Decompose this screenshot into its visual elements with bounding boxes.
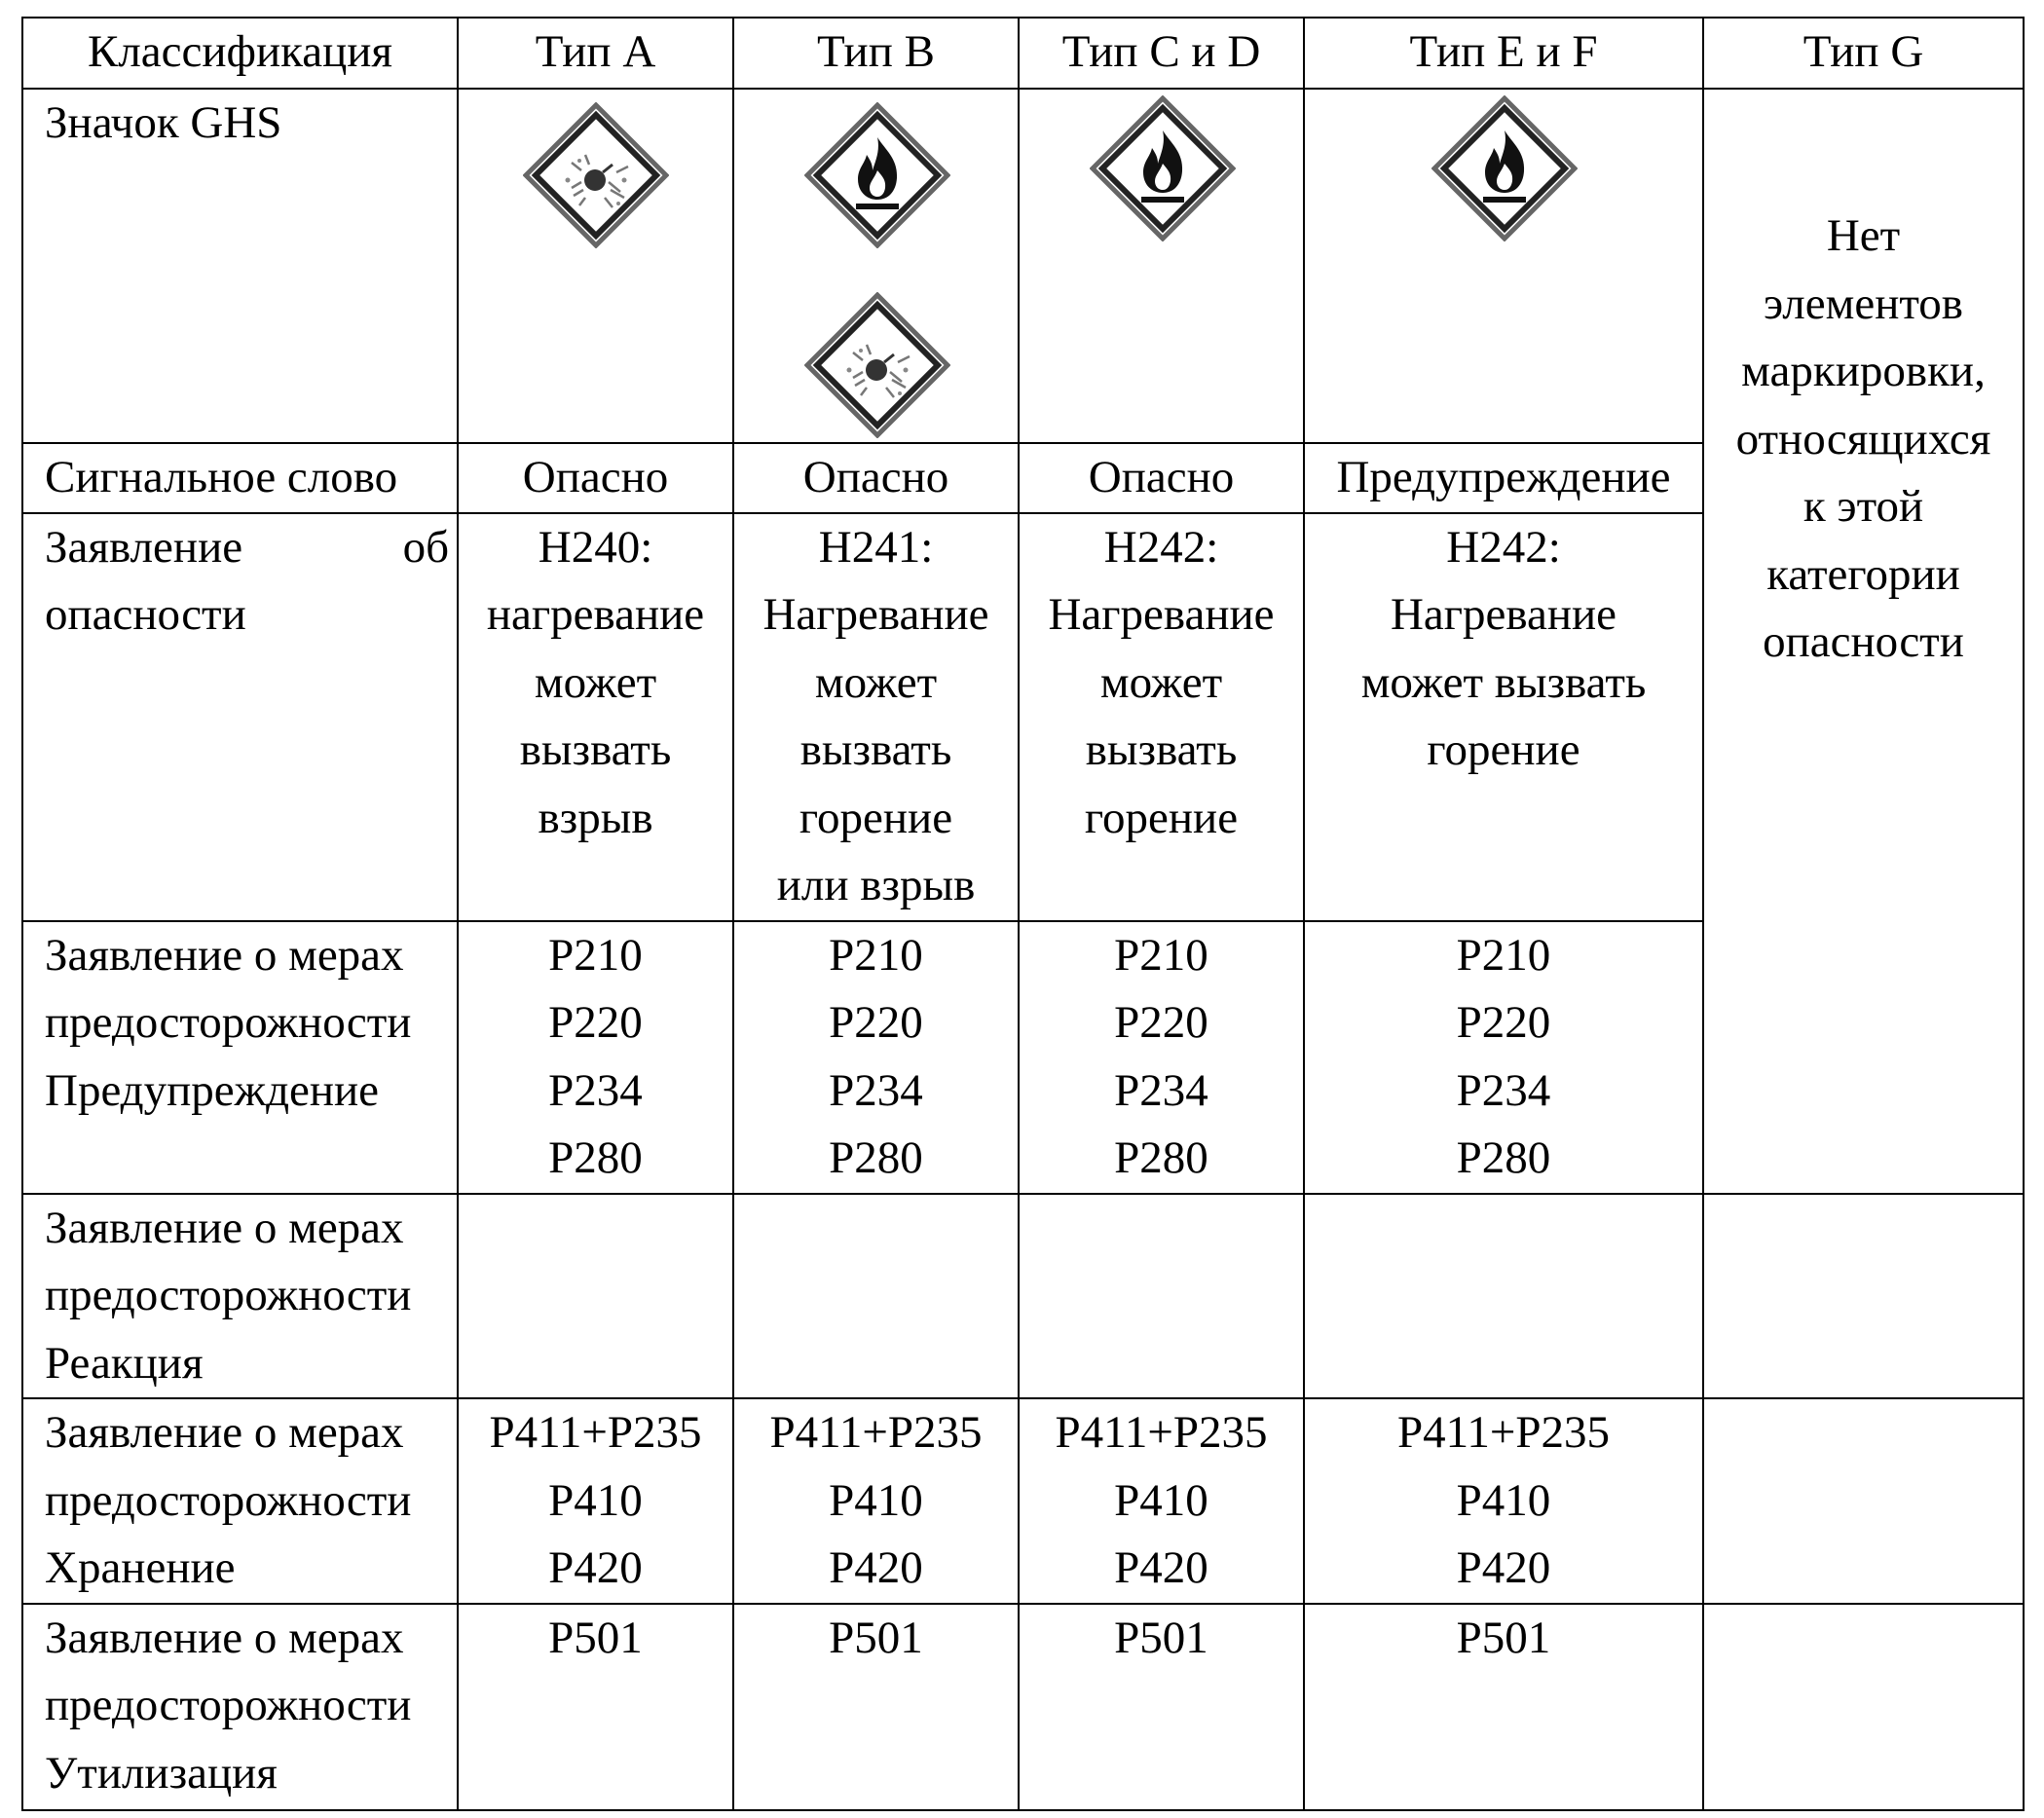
- response-row: [22, 1194, 2024, 1399]
- p-code: P411+P235: [769, 1407, 983, 1458]
- storage-label: [22, 1398, 458, 1604]
- header-type-b: Тип B: [733, 18, 1019, 89]
- row-label-line: Реакция: [45, 1337, 204, 1389]
- disposal-row: [22, 1604, 2024, 1810]
- row-label: Значок GHS: [45, 97, 282, 148]
- row-label-line: Заявление о мерах: [45, 1612, 404, 1663]
- signal-word-label: Сигнальное слово: [22, 443, 458, 513]
- hazard-text-line: нагревание: [486, 589, 705, 640]
- hazard-text-line: может: [814, 656, 938, 708]
- row-label-line: предосторожности: [45, 997, 412, 1048]
- p-code: P280: [1114, 1132, 1208, 1183]
- disposal-type-b: [733, 1604, 1019, 1810]
- hazard-text-line: вызвать: [1085, 724, 1238, 775]
- header-type-cd: Тип C и D: [1019, 18, 1304, 89]
- p-code: P280: [829, 1132, 923, 1183]
- hazard-label-word: Заявление: [45, 521, 243, 573]
- hazard-text-line: горение: [799, 792, 953, 843]
- signal-word-type-ef: Предупреждение: [1304, 443, 1703, 513]
- response-type-ef: [1304, 1194, 1703, 1399]
- row-label-line: Заявление о мерах: [45, 929, 404, 981]
- hazard-text-line: вызвать: [799, 724, 952, 775]
- ghs-symbol-type-b: [733, 89, 1019, 443]
- type-g-note-line: к этой: [1802, 481, 1924, 532]
- p-code: P501: [829, 1612, 923, 1663]
- prevention-type-b: [733, 921, 1019, 1194]
- hazard-text-line: взрыв: [538, 792, 653, 843]
- p-code: P210: [829, 929, 923, 981]
- disposal-type-ef: [1304, 1604, 1703, 1810]
- hazard-label-line: [45, 514, 449, 582]
- disposal-type-a: [458, 1604, 733, 1810]
- hazard-text-line: H242:: [1103, 521, 1219, 573]
- ghs-symbol-label: [22, 89, 458, 443]
- hazard-text-line: может вызвать: [1360, 656, 1647, 708]
- hazard-text-line: Нагревание: [762, 589, 989, 640]
- row-label-line: Заявление о мерах: [45, 1407, 404, 1458]
- ghs-classification-table: [21, 17, 2025, 1811]
- p-code: P420: [829, 1542, 923, 1593]
- p-code: P420: [548, 1542, 643, 1593]
- type-g-note-line: категории: [1766, 548, 1960, 600]
- storage-type-ef: [1304, 1398, 1703, 1604]
- storage-type-cd: [1019, 1398, 1304, 1604]
- p-code: P410: [548, 1474, 643, 1526]
- storage-type-a: [458, 1398, 733, 1604]
- disposal-label: [22, 1604, 458, 1810]
- ghs-symbol-type-a: [458, 89, 733, 443]
- p-code: P280: [1456, 1132, 1551, 1183]
- hazard-text-line: может: [1099, 656, 1223, 708]
- p-code: P410: [1456, 1474, 1551, 1526]
- row-label-line: Утилизация: [45, 1747, 278, 1799]
- row-label-line: Заявление о мерах: [45, 1202, 404, 1253]
- header-classification: Классификация: [22, 18, 458, 89]
- flame-icon: [804, 102, 950, 248]
- p-code: P210: [1456, 929, 1551, 981]
- row-label-line: предосторожности: [45, 1680, 412, 1730]
- header-type-a: Тип A: [458, 18, 733, 89]
- row-label-line: предосторожности: [45, 1270, 412, 1320]
- p-code: P501: [1114, 1612, 1208, 1663]
- signal-word-type-a: Опасно: [458, 443, 733, 513]
- p-code: P411+P235: [1396, 1407, 1611, 1458]
- hazard-statement-type-a: [458, 513, 733, 921]
- exploding-bomb-icon: [523, 102, 669, 248]
- p-code: P280: [548, 1132, 643, 1183]
- p-code: P220: [1456, 997, 1551, 1048]
- hazard-text-line: Нагревание: [1390, 589, 1617, 640]
- hazard-text-line: H242:: [1446, 521, 1561, 573]
- prevention-type-ef: [1304, 921, 1703, 1194]
- prevention-label: [22, 921, 458, 1194]
- row-label-line: Хранение: [45, 1542, 236, 1593]
- hazard-text-line: вызвать: [519, 724, 672, 775]
- ghs-symbol-row: [22, 89, 2024, 443]
- header-type-ef: Тип E и F: [1304, 18, 1703, 89]
- p-code: P234: [1114, 1064, 1208, 1116]
- storage-type-b: [733, 1398, 1019, 1604]
- prevention-type-a: [458, 921, 733, 1194]
- hazard-statement-label: [22, 513, 458, 921]
- p-code: P210: [548, 929, 643, 981]
- type-g-note: [1703, 89, 2024, 1194]
- response-label: [22, 1194, 458, 1399]
- hazard-statement-type-ef: [1304, 513, 1703, 921]
- ghs-symbol-type-cd: [1019, 89, 1304, 443]
- p-code: P420: [1114, 1542, 1208, 1593]
- signal-word-type-cd: Опасно: [1019, 443, 1304, 513]
- ghs-symbol-type-ef: [1304, 89, 1703, 443]
- row-label-line: Предупреждение: [45, 1064, 380, 1116]
- p-code: P411+P235: [489, 1407, 702, 1458]
- hazard-statement-type-cd: [1019, 513, 1304, 921]
- type-g-note-line: маркировки,: [1741, 346, 1986, 396]
- p-code: P234: [829, 1064, 923, 1116]
- p-code: P501: [1456, 1612, 1551, 1663]
- row-label-line: предосторожности: [45, 1474, 412, 1526]
- p-code: P410: [1114, 1474, 1208, 1526]
- p-code: P410: [829, 1474, 923, 1526]
- hazard-text-line: горение: [1427, 724, 1580, 775]
- type-g-note-line: элементов: [1763, 278, 1963, 329]
- p-code: P220: [829, 997, 923, 1048]
- p-code: P420: [1456, 1542, 1551, 1593]
- hazard-text-line: H240:: [538, 521, 653, 573]
- hazard-statement-type-b: [733, 513, 1019, 921]
- hazard-text-line: Нагревание: [1048, 589, 1275, 640]
- hazard-text-line: может: [534, 656, 657, 708]
- p-code: P220: [548, 997, 643, 1048]
- prevention-type-cd: [1019, 921, 1304, 1194]
- hazard-label-line: опасности: [45, 589, 246, 640]
- p-code: P234: [548, 1064, 643, 1116]
- p-code: P220: [1114, 997, 1208, 1048]
- p-code: P234: [1456, 1064, 1551, 1116]
- disposal-type-g: [1703, 1604, 2024, 1810]
- hazard-text-line: или взрыв: [776, 860, 976, 910]
- storage-row: [22, 1398, 2024, 1604]
- flame-icon: [1090, 95, 1236, 241]
- p-code: P501: [548, 1612, 643, 1663]
- response-type-a: [458, 1194, 733, 1399]
- type-g-note-line: опасности: [1763, 616, 1964, 667]
- disposal-type-cd: [1019, 1604, 1304, 1810]
- p-code: P411+P235: [1055, 1407, 1268, 1458]
- signal-word-type-b: Опасно: [733, 443, 1019, 513]
- hazard-text-line: горение: [1084, 792, 1239, 843]
- hazard-label-word: об: [402, 521, 449, 573]
- header-row: [22, 18, 2024, 89]
- flame-icon: [1431, 95, 1578, 241]
- hazard-text-line: H241:: [818, 521, 934, 573]
- exploding-bomb-icon: [804, 292, 950, 438]
- header-type-g: Тип G: [1703, 18, 2024, 89]
- type-g-note-line: относящихся: [1735, 413, 1991, 464]
- response-type-cd: [1019, 1194, 1304, 1399]
- storage-type-g: [1703, 1398, 2024, 1604]
- response-type-g: [1703, 1194, 2024, 1399]
- type-g-note-line: Нет: [1826, 210, 1901, 261]
- p-code: P210: [1114, 929, 1208, 981]
- response-type-b: [733, 1194, 1019, 1399]
